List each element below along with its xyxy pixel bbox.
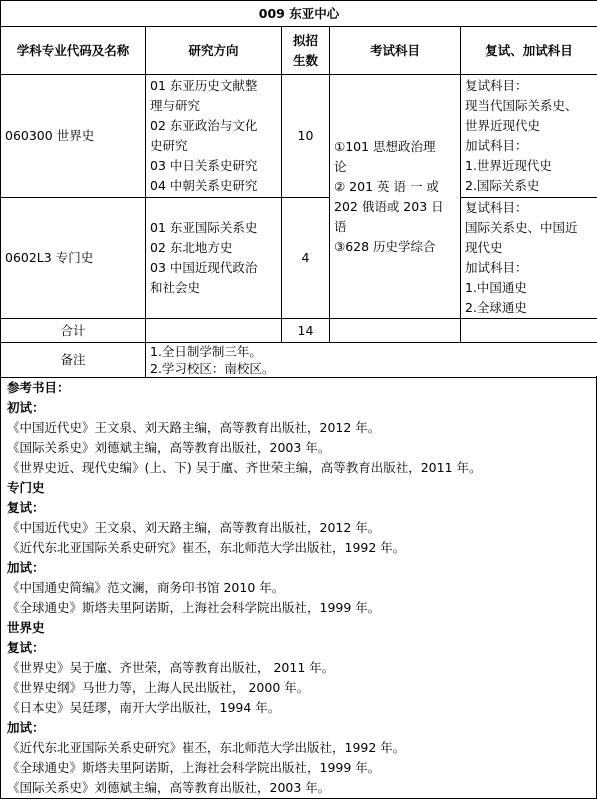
retest-line: 2.国际关系史 [465, 178, 540, 193]
direction-line: 02 东北地方史 [150, 240, 233, 255]
exam-subject-line: 202 俄语或 203 日 [334, 198, 444, 214]
retest-line: 加试科目： [465, 260, 528, 275]
retest-line: 世界近现代史 [465, 118, 541, 133]
retest-line: 复试科目： [465, 200, 528, 215]
direction-line: 02 东亚政治与文化 [150, 118, 258, 133]
retest-line: 现当代国际关系史、 [465, 98, 578, 113]
retest-line: 现代史 [465, 240, 503, 255]
zhuanmen-jiashi-heading: 加试： [7, 560, 45, 575]
retest-line: 复试科目： [465, 78, 528, 93]
exam-subject-line: 语 [334, 218, 347, 234]
table-title: 009 东亚中心 [1, 1, 597, 27]
retest-specialized-history [461, 198, 597, 319]
quota-specialized-history: 4 [282, 198, 330, 319]
direction-line: 04 中朝关系史研究 [150, 178, 258, 193]
reference-item: 《近代东北亚国际关系史研究》崔丕，东北师范大学出版社，1992 年。 [7, 740, 406, 755]
reference-item: 《世界史近、现代史编》(上、下) 吴于廑、齐世荣主编，高等教育出版社，2011 年。 [7, 460, 482, 475]
total-empty-exam [330, 319, 461, 343]
reference-item: 《中国近代史》王文泉、刘天路主编，高等教育出版社，2012 年。 [7, 420, 381, 435]
header-quota [282, 27, 330, 75]
zhuanmen-fushi-heading: 复试： [7, 500, 45, 515]
retest-line: 1.中国通史 [465, 280, 527, 295]
references-heading: 参考书目： [7, 380, 70, 395]
reference-item: 《全球通史》斯塔夫里阿诺斯，上海社会科学院出版社，1999 年。 [7, 760, 381, 775]
shijie-fushi-heading: 复试： [7, 640, 45, 655]
program-code-specialized-history: 0602L3 专门史 [1, 198, 146, 319]
retest-line: 1.世界近现代史 [465, 158, 552, 173]
header-code: 学科专业代码及名称 [1, 27, 146, 75]
program-code-world-history: 060300 世界史 [1, 75, 146, 198]
shijie-heading: 世界史 [7, 620, 45, 635]
retest-world-history [461, 75, 597, 198]
exam-subject-line: ①101 思想政治理 [334, 138, 436, 154]
retest-line: 国际关系史、中国近 [465, 220, 578, 235]
header-direction: 研究方向 [146, 27, 282, 75]
direction-line: 01 东亚国际关系史 [150, 220, 258, 235]
reference-item: 《近代东北亚国际关系史研究》崔丕，东北师范大学出版社，1992 年。 [7, 540, 406, 555]
note-line: 2.学习校区：南校区。 [150, 361, 275, 376]
reference-item: 《中国通史简编》范文澜，商务印书馆 2010 年。 [7, 580, 285, 595]
header-retest: 复试、加试科目 [461, 27, 597, 75]
exam-subjects [330, 75, 461, 319]
exam-subject-line: ③628 历史学综合 [334, 238, 436, 254]
direction-line: 史研究 [150, 138, 188, 153]
total-label: 合计 [1, 319, 146, 343]
reference-item: 《中国近代史》王文泉、刘天路主编，高等教育出版社，2012 年。 [7, 520, 381, 535]
direction-line: 01 东亚历史文献整 [150, 78, 258, 93]
header-quota-line1: 拟招 [292, 32, 318, 48]
total-empty-direction [146, 319, 282, 343]
chushi-heading: 初试： [7, 400, 45, 415]
program-table [0, 0, 597, 378]
total-value: 14 [282, 319, 330, 343]
exam-subject-line: ② 201 英 语 一 或 [334, 178, 439, 194]
direction-line: 03 中日关系史研究 [150, 158, 258, 173]
direction-line: 理与研究 [150, 98, 201, 113]
directions-specialized-history [146, 198, 282, 319]
reference-books [0, 376, 597, 799]
header-exam: 考试科目 [330, 27, 461, 75]
retest-line: 2.全球通史 [465, 300, 527, 315]
direction-line: 03 中国近现代政治 [150, 260, 258, 275]
reference-item: 《日本史》吴廷璆，南开大学出版社，1994 年。 [7, 700, 281, 715]
notes [146, 343, 597, 378]
direction-line: 和社会史 [150, 280, 201, 295]
header-quota-line2: 生数 [292, 52, 318, 68]
retest-line: 加试科目： [465, 138, 528, 153]
quota-world-history: 10 [282, 75, 330, 198]
shijie-jiashi-heading: 加试： [7, 720, 45, 735]
reference-item: 《世界史》吴于廑、齐世荣，高等教育出版社， 2011 年。 [7, 660, 335, 675]
reference-item: 《全球通史》斯塔夫里阿诺斯，上海社会科学院出版社，1999 年。 [7, 600, 381, 615]
reference-item: 《国际关系史》刘德斌主编，高等教育出版社，2003 年。 [7, 780, 331, 795]
total-empty-retest [461, 319, 597, 343]
exam-subject-line: 论 [334, 158, 347, 174]
reference-item: 《国际关系史》刘德斌主编，高等教育出版社，2003 年。 [7, 440, 331, 455]
directions-world-history [146, 75, 282, 198]
zhuanmen-heading: 专门史 [7, 480, 45, 495]
notes-label: 备注 [1, 343, 146, 378]
reference-item: 《世界史纲》马世力等，上海人民出版社， 2000 年。 [7, 680, 310, 695]
note-line: 1.全日制学制三年。 [150, 344, 262, 359]
